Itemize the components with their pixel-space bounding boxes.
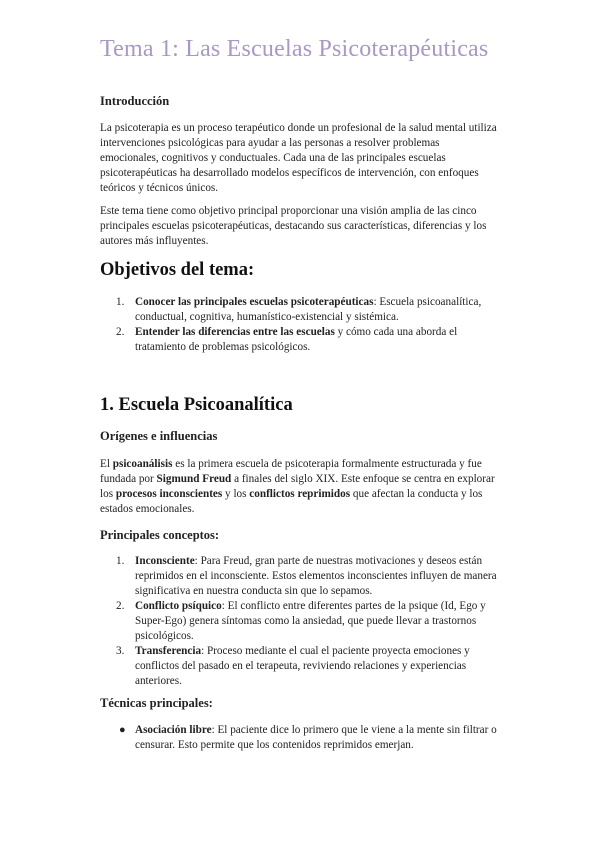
concept-bold-text: Conflicto psíquico — [135, 600, 222, 612]
origins-paragraph: El psicoanálisis es la primera escuela de psicoterapia formalmente estructurada y fue fundada por Sigmund Freud a finales del siglo XIX. Este enfoque se centra en explorar los procesos inconscientes y los conflictos reprimidos que afectan la conducta y los estados emocionales. — [100, 458, 495, 515]
concept-text: : El conflicto entre diferentes partes de la psique (Id, Ego y Super-Ego) genera síntomas como la ansiedad, que puede llevar a trastornos psicológicos. — [135, 600, 486, 642]
objective-item — [100, 325, 505, 355]
concept-item — [100, 554, 505, 599]
objectives-heading: Objetivos del tema: — [100, 260, 255, 280]
techniques-heading: Técnicas principales: — [100, 696, 213, 710]
intro-paragraph-1: La psicoterapia es un proceso terapéutico donde un profesional de la salud mental utiliza intervenciones psicológicas para ayudar a las personas a resolver problemas emocionales, cognitivos y conductuales. Cada una de las principales escuelas psicoterapéuticas ha desarrollado modelos específicos de intervención, con enfoques teóricos y técnicos únicos. — [100, 122, 497, 194]
concept-bold-text: Inconsciente — [135, 555, 195, 567]
page-title: Tema 1: Las Escuelas Psicoterapéuticas — [100, 36, 489, 62]
section-1-heading: 1. Escuela Psicoanalítica — [100, 395, 293, 415]
bullet-icon: ● — [119, 724, 126, 736]
intro-paragraph-2: Este tema tiene como objetivo principal proporcionar una visión amplia de las cinco principales escuelas psicoterapéuticas, destacando sus características, diferencias y los autores más influyentes. — [100, 205, 487, 247]
concept-item — [100, 644, 505, 689]
objective-item — [100, 295, 505, 325]
concept-bold-text: Transferencia — [135, 645, 202, 657]
technique-text: : El paciente dice lo primero que le viene a la mente sin filtrar o censurar. Esto permite que los contenidos reprimidos emerjan. — [135, 724, 497, 751]
list-number: 1. — [116, 296, 125, 308]
technique-bold-text: Asociación libre — [135, 724, 212, 736]
intro-heading: Introducción — [100, 94, 170, 108]
concept-text: : Para Freud, gran parte de nuestras motivaciones y deseos están reprimidos en el inconsciente. Estos elementos inconscientes influyen de manera significativa en nuestra conducta sin que lo sepamos. — [135, 555, 497, 597]
list-number: 3. — [116, 645, 125, 657]
list-number: 2. — [116, 326, 125, 338]
concepts-list — [100, 554, 505, 689]
objective-bold-text: Entender las diferencias entre las escuelas — [135, 326, 335, 338]
objectives-list — [100, 295, 505, 355]
objective-text: y cómo cada una aborda el tratamiento de problemas psicológicos. — [135, 326, 458, 353]
concept-item — [100, 599, 505, 644]
concepts-heading: Principales conceptos: — [100, 528, 220, 542]
objective-text: : Escuela psicoanalítica, conductual, cognitiva, humanístico-existencial y sistémica. — [135, 296, 482, 323]
origins-heading: Orígenes e influencias — [100, 429, 218, 443]
techniques-list — [100, 723, 505, 753]
concept-text: : Proceso mediante el cual el paciente proyecta emociones y conflictos del pasado en el terapeuta, reviviendo relaciones y experiencias anteriores. — [135, 645, 470, 687]
objective-bold-text: Conocer las principales escuelas psicoterapéuticas — [135, 296, 374, 308]
list-number: 2. — [116, 600, 125, 612]
technique-item — [100, 723, 505, 753]
list-number: 1. — [116, 555, 125, 567]
